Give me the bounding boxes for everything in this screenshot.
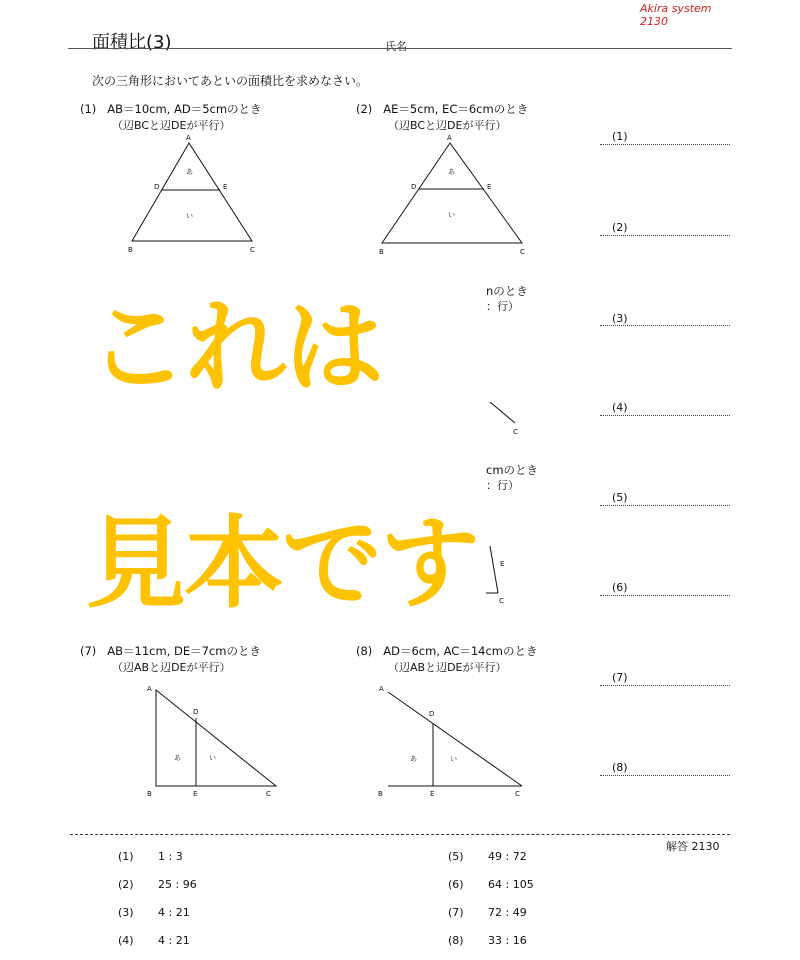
fig2-label-B: B (379, 248, 384, 256)
fig7-region-a: あ (174, 754, 181, 762)
problem-1-number: (1) (80, 102, 97, 116)
sample-watermark-line2: 見本です (86, 505, 478, 622)
fig1-label-B: B (128, 246, 133, 254)
fig1-region-i: い (186, 212, 193, 220)
sample-watermark-line1: これは (88, 289, 382, 406)
problem-7-figure (138, 678, 288, 803)
problem-8-figure (372, 678, 532, 803)
fig8-label-B: B (378, 790, 383, 798)
fig1-label-C: C (250, 246, 255, 254)
answer-blank-8[interactable] (600, 775, 730, 776)
problem-7-number: (7) (80, 644, 97, 658)
fig2-label-E: E (487, 183, 492, 191)
problem-7-condition: AB＝11cm, DE＝7cmのとき (107, 644, 261, 658)
fig7-label-A: A (147, 685, 152, 693)
header-divider (68, 48, 732, 49)
answer-key-item-1: (1) 1 : 3 (118, 850, 183, 863)
answer-key-item-6: (6) 64 : 105 (448, 878, 534, 891)
problem-6-heading-fragment: cmのとき (486, 463, 539, 477)
fig8-label-C: C (515, 790, 520, 798)
problem-8-heading (356, 643, 538, 659)
fig2-region-i: い (448, 211, 455, 219)
problem-7-note: （辺ABと辺DEが平行） (112, 661, 231, 674)
answer-blank-label-1: (1) (612, 130, 628, 143)
answer-blank-label-5: (5) (612, 491, 628, 504)
problem-1-condition: AB＝10cm, AD＝5cmのとき (107, 102, 262, 116)
problem-8-number: (8) (356, 644, 373, 658)
answer-blank-label-6: (6) (612, 581, 628, 594)
fig1-region-a: あ (186, 168, 193, 176)
fig1-label-A: A (186, 134, 191, 142)
problem-2-note: （辺BCと辺DEが平行） (388, 119, 507, 132)
fig2-label-A: A (447, 134, 452, 142)
fig2-label-D: D (411, 183, 417, 191)
problem-8-note: （辺ABと辺DEが平行） (388, 661, 507, 674)
answer-blank-label-7: (7) (612, 671, 628, 684)
problem-1-figure (120, 133, 270, 258)
problem-1-heading (80, 101, 262, 117)
fig8-label-D: D (429, 710, 435, 718)
fig6-label-E: E (500, 560, 505, 568)
answer-blank-4[interactable] (600, 415, 730, 416)
answer-key-title: 解答 2130 (666, 840, 720, 853)
fig8-region-a: あ (410, 755, 417, 763)
fig7-label-B: B (147, 790, 152, 798)
name-field-label: 氏名 (385, 40, 407, 53)
answer-blank-7[interactable] (600, 685, 730, 686)
fig1-label-D: D (154, 183, 160, 191)
answer-key-divider (70, 834, 730, 835)
answer-blank-3[interactable] (600, 325, 730, 326)
problem-4-figure-fragment (484, 396, 534, 438)
problem-4-heading-fragment: nのとき (486, 284, 528, 298)
problem-2-heading (356, 101, 528, 117)
problem-6-note-fragment: ：行） (486, 479, 519, 492)
fig8-label-A: A (379, 685, 384, 693)
answer-key-item-2: (2) 25 : 96 (118, 878, 197, 891)
fig7-label-E: E (193, 790, 198, 798)
problem-6-figure-fragment (484, 538, 534, 608)
answer-blank-1[interactable] (600, 144, 730, 145)
answer-blank-label-3: (3) (612, 312, 628, 325)
fig1-label-E: E (223, 183, 228, 191)
answer-key-item-7: (7) 72 : 49 (448, 906, 527, 919)
fig7-label-D: D (193, 708, 199, 716)
fig8-region-i: い (450, 755, 457, 763)
problem-7-heading (80, 643, 261, 659)
problem-4-note-fragment: ：行） (486, 300, 519, 313)
answer-key-item-3: (3) 4 : 21 (118, 906, 190, 919)
answer-blank-label-2: (2) (612, 221, 628, 234)
answer-blank-5[interactable] (600, 505, 730, 506)
fig7-label-C: C (266, 790, 271, 798)
brand-label: Akira system 2130 (640, 2, 712, 28)
page-title: 面積比(3) (92, 32, 172, 53)
problem-8-condition: AD＝6cm, AC＝14cmのとき (383, 644, 538, 658)
answer-blank-label-4: (4) (612, 401, 628, 414)
answer-blank-2[interactable] (600, 235, 730, 236)
answer-key-item-4: (4) 4 : 21 (118, 934, 190, 947)
fig7-region-i: い (209, 754, 216, 762)
instruction-text: 次の三角形においてあといの面積比を求めなさい。 (92, 74, 369, 88)
answer-key-item-8: (8) 33 : 16 (448, 934, 527, 947)
fig8-label-E: E (430, 790, 435, 798)
problem-2-figure (372, 133, 532, 258)
problem-2-condition: AE＝5cm, EC＝6cmのとき (383, 102, 529, 116)
fig2-label-C: C (520, 248, 525, 256)
answer-blank-label-8: (8) (612, 761, 628, 774)
fig2-region-a: あ (448, 168, 455, 176)
fig6-label-C: C (499, 597, 504, 605)
answer-key-item-5: (5) 49 : 72 (448, 850, 527, 863)
problem-2-number: (2) (356, 102, 373, 116)
answer-blank-6[interactable] (600, 595, 730, 596)
fig4-label-C: C (513, 428, 518, 436)
problem-1-note: （辺BCと辺DEが平行） (112, 119, 231, 132)
